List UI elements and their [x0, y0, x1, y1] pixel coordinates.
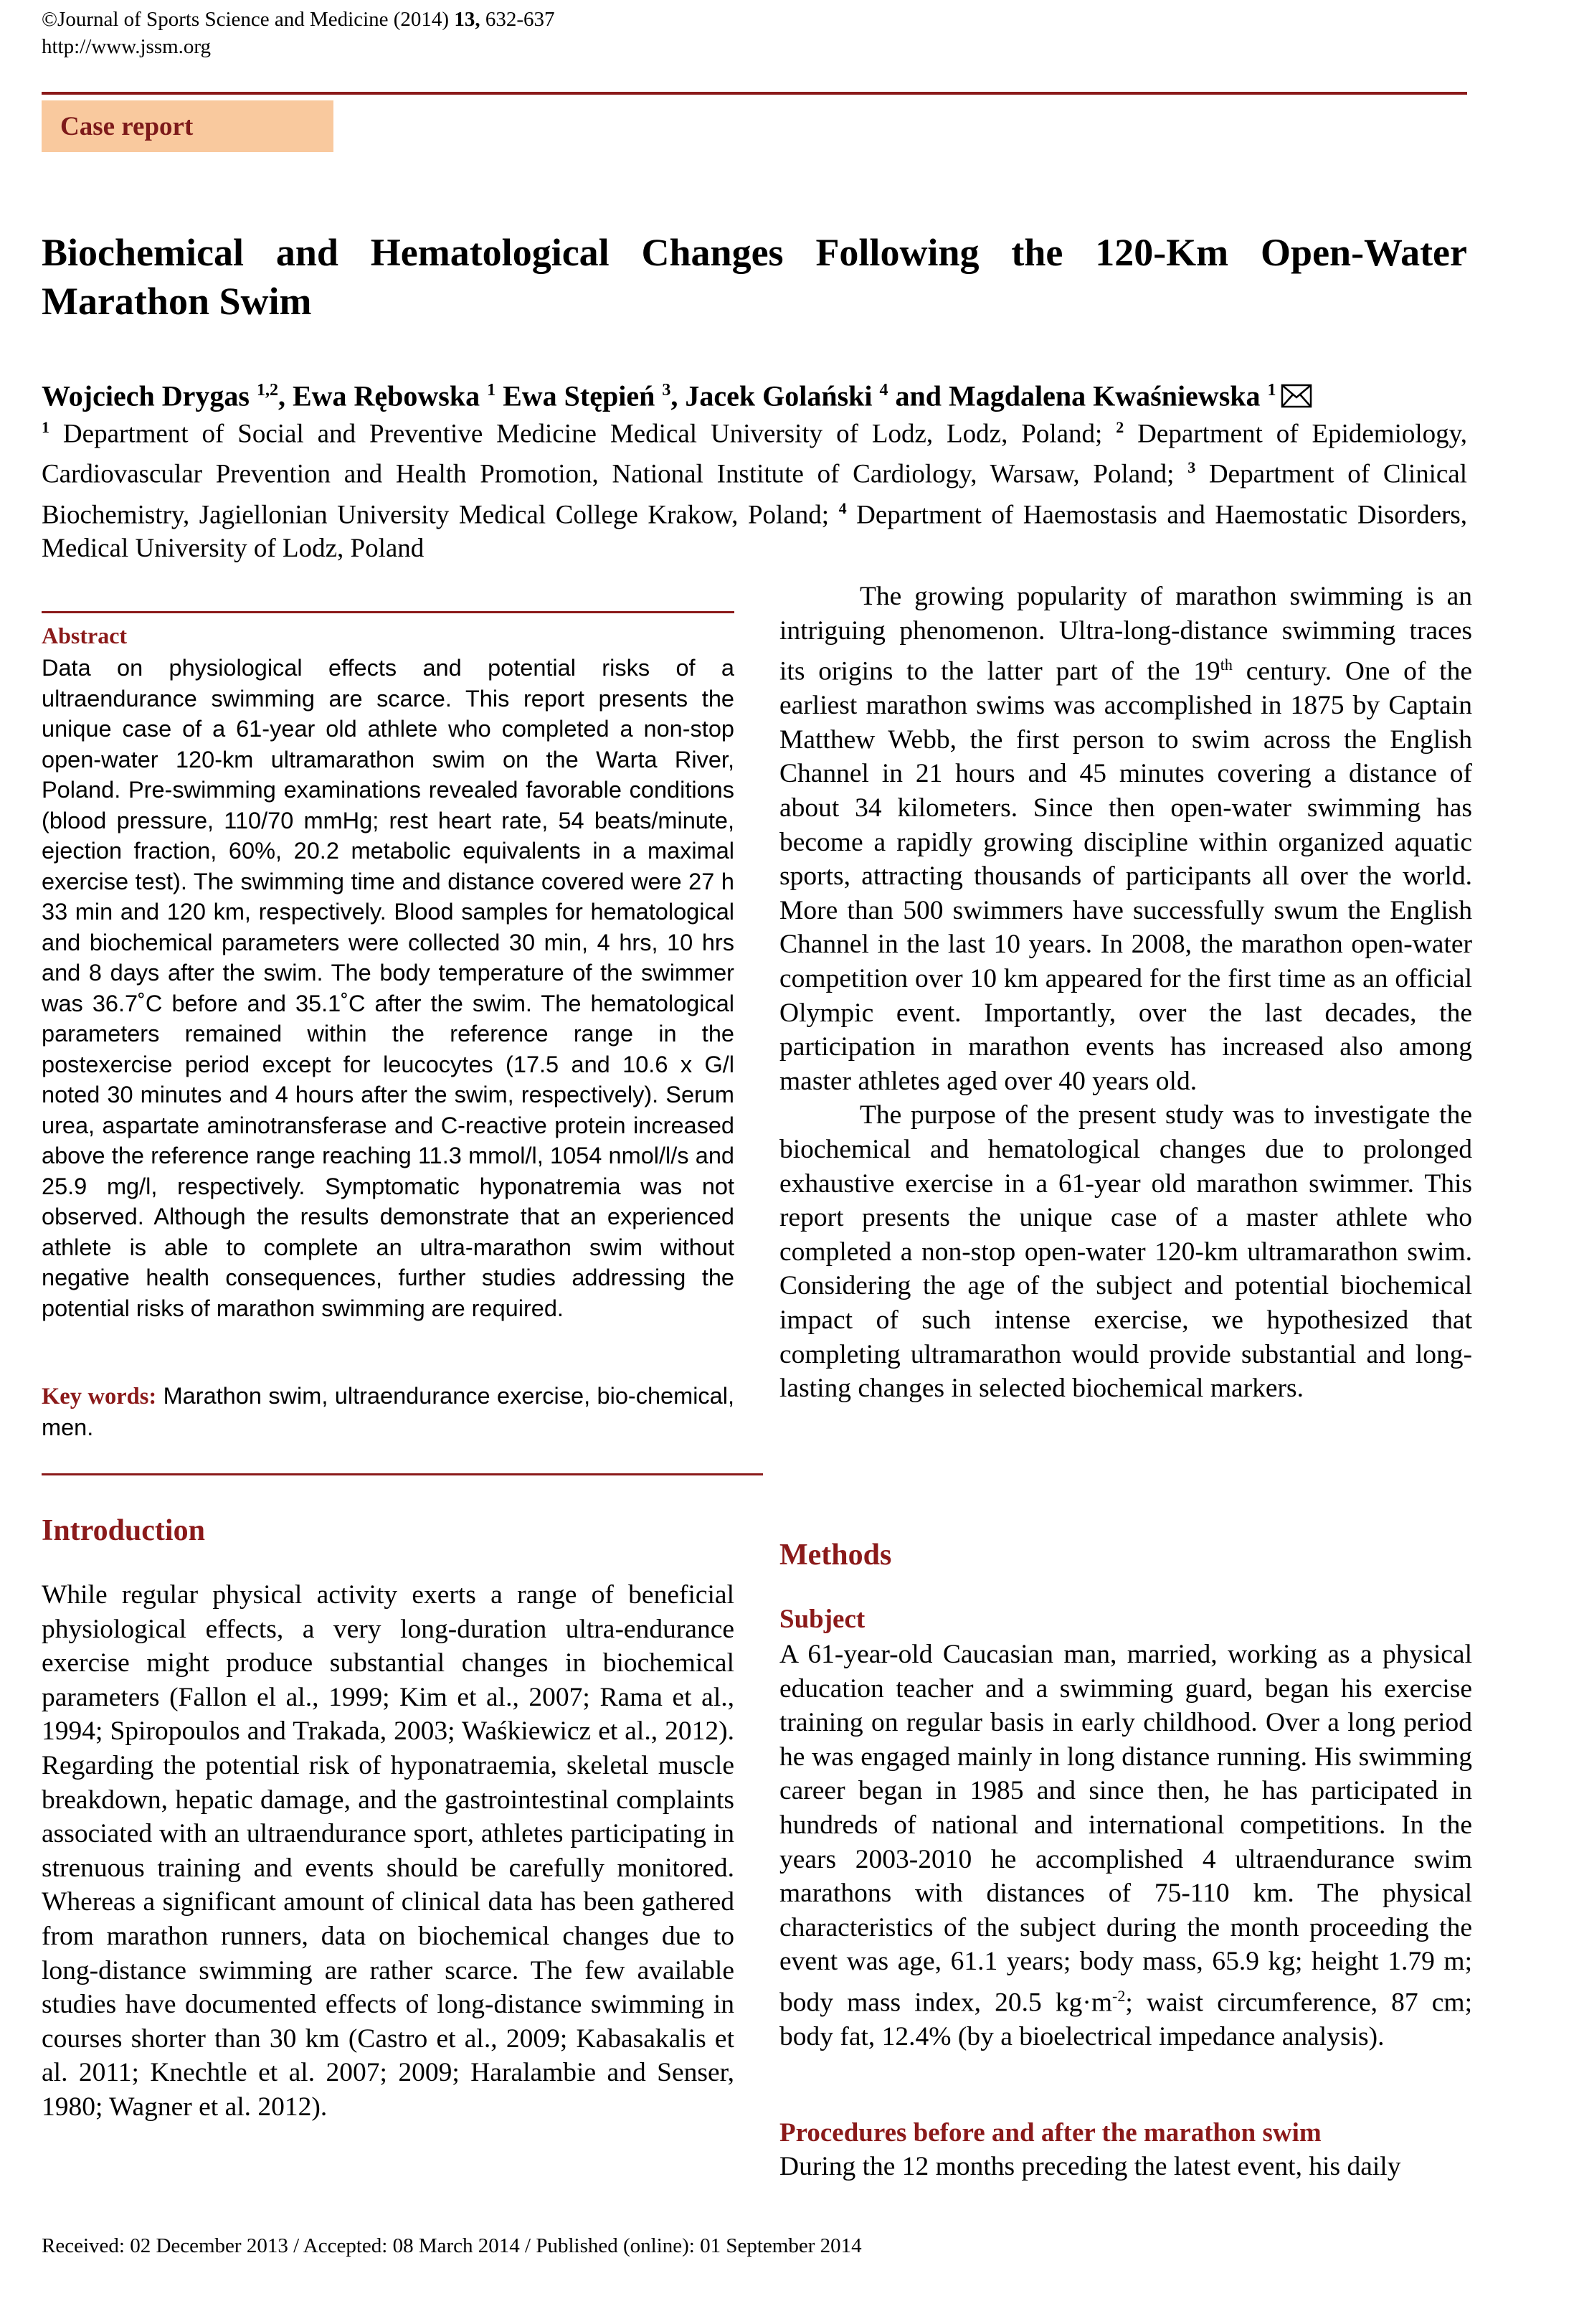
affiliation: Department of Social and Preventive Medicine Medical University of Lodz, Lodz, Poland; [49, 419, 1116, 449]
keywords-text: Marathon swim, ultraendurance exercise, bio-chemical, men. [42, 1383, 734, 1440]
abstract-heading: Abstract [42, 623, 128, 648]
paragraph [779, 580, 1472, 1098]
journal-url[interactable]: http://www.jssm.org [42, 35, 212, 58]
received-dates: Received: 02 December 2013 / Accepted: 08 March 2014 / Published (online): 01 September 2014 [42, 2234, 862, 2257]
paragraph [779, 1638, 1472, 2054]
author: Jacek Golański [685, 379, 880, 412]
introduction-paragraph: While regular physical activity exerts a range of beneficial physiological effects, a very long-duration ultra-endurance exercise might produce substantial changes in biochemical parameters (Fallon el al., 1999; Kim et al., 2007; Rama et al., 1994; Spiropoulos and Trakada, 2003; Waśkiewicz et al., 2012). Regarding the potential risk of hyponatraemia, skeletal muscle breakdown, hepatic damage, and the gastrointestinal complaints associated with an ultraendurance sport, athletes participating in strenuous training and events should be carefully monitored. Whereas a significant amount of clinical data has been gathered from marathon runners, data on biochemical changes due to long-distance swimming are rather scarce. The few available studies have documented effects of long-distance swimming in courses shorter than 30 km (Castro et al., 2009; Kabasakalis et al. 2011; Knechtle et al. 2007; 2009; Haralambie and Senser, 1980; Wagner et al. 2012). [42, 1580, 734, 2122]
affil-number: 4 [838, 499, 847, 517]
procedures-text [779, 2150, 1472, 2184]
header-rule [42, 92, 1467, 95]
author-affil-ref: 1 [487, 381, 496, 400]
author-separator: and [888, 379, 949, 412]
methods-heading: Methods [779, 1539, 892, 1572]
procedures-heading: Procedures before and after the marathon swim [779, 2118, 1322, 2148]
journal-volume: 13, [454, 8, 480, 31]
intro-continuation [779, 580, 1472, 1406]
author: Magdalena Kwaśniewska [949, 379, 1268, 412]
article-title: Biochemical and Hematological Changes Following the 120-Km Open-Water Marathon Swim [42, 231, 1467, 323]
journal-citation: ©Journal of Sports Science and Medicine (2014) [42, 8, 455, 31]
author: Ewa Rębowska [292, 379, 488, 412]
author-affil-ref: 3 [662, 381, 671, 400]
abstract-bottom-rule [42, 1473, 763, 1475]
author-affil-ref: 1,2 [256, 381, 278, 400]
journal-header [42, 6, 555, 60]
journal-pages: 632-637 [480, 8, 555, 31]
author-affil-ref: 4 [879, 381, 888, 400]
keywords [42, 1381, 734, 1442]
author-separator: , [670, 379, 686, 412]
paragraph-text: A 61-year-old Caucasian man, married, working as a physical education teacher and a swimming guard, began his exercise training on regular basis in early childhood. Over a long period he was engaged mainly in long distance running. His swimming career began in 1985 and since then, he has participated in hundreds of national and international competitions. In the years 2003-2010 he accomplished 4 ultraendurance swim marathons with distances of 75-110 km. The physical characteristics of the subject during the month proceeding the event was age, 61.1 years; body mass, 65.9 kg; height 1.79 m; body mass index, 20.5 kg·m [779, 1640, 1472, 2018]
paragraph-text: century. One of the earliest marathon swims was accomplished in 1875 by Captain Matthew Webb, the first person to swim across the English Channel in 21 hours and 45 minutes covering a distance of about 34 kilometers. Since then open-water swimming has become a rapidly growing discipline within organized aquatic sports, attracting thousands of participants all over the world. More than 500 swimmers have successfully swum the English Channel in the last 10 years. In 2008, the marathon open-water competition over 10 km appeared for the first time as an official Olympic event. Importantly, over the last decades, the participation in marathon events has increased also among master athletes aged over 40 years old. [779, 656, 1472, 1096]
paragraph-text: ; waist circumference, 87 cm; body fat, 12.4% (by a bioelectrical impedance analysis). [779, 1988, 1472, 2052]
author: Ewa Stępień [503, 379, 663, 412]
author: Wojciech Drygas [42, 379, 257, 412]
author-separator: , [278, 379, 293, 412]
article-type-label: Case report [60, 112, 194, 141]
author-separator [495, 379, 503, 412]
introduction-text [42, 1578, 734, 2125]
abstract-top-rule [42, 611, 734, 613]
paragraph: The purpose of the present study was to investigate the biochemical and hematological changes due to prolonged exhaustive exercise in a 61-year old marathon swimmer. This report presents the unique case of a master athlete who completed a non-stop open-water 120-km ultramarathon swim. Considering the age of the subject and potential biochemical impact of such intense exercise, we hypothesized that completing ultramarathon would provide substantial and long-lasting changes in selected biochemical markers. [779, 1100, 1472, 1404]
affil-number: 2 [1116, 418, 1124, 436]
affiliation: Department of Haemostasis and Haemostatic Disorders, Medical University of Lodz, Poland [42, 499, 1467, 563]
affiliations [42, 410, 1467, 565]
affiliation: Department of Clinical Biochemistry, Jagiellonian University Medical College Krakow, Poland; [42, 459, 1467, 529]
paragraph-text: The growing popularity of marathon swimming is an intriguing phenomenon. Ultra-long-distance swimming traces its origins to the latter part of the 19 [779, 582, 1472, 686]
affiliation: Department of Epidemiology, Cardiovascular Prevention and Health Promotion, National Institute of Cardiology, Warsaw, Poland; [42, 419, 1467, 489]
affil-number: 3 [1187, 458, 1196, 477]
keywords-label: Key words: [42, 1384, 157, 1409]
author-affil-ref: 1 [1267, 381, 1276, 400]
affil-number: 1 [42, 418, 49, 436]
superscript: -2 [1112, 1986, 1126, 2005]
paragraph: During the 12 months preceding the latest event, his daily [779, 2152, 1401, 2181]
subject-text [779, 1638, 1472, 2054]
superscript: th [1220, 656, 1233, 674]
introduction-heading: Introduction [42, 1514, 205, 1547]
abstract-text: Data on physiological effects and potential risks of a ultraendurance swimming are scarce. This report presents the unique case of a 61-year old athlete who completed a non-stop open-water 120-km ultramarathon swim on the Warta River, Poland. Pre-swimming examinations revealed favorable conditions (blood pressure, 110/70 mmHg; rest heart rate, 54 beats/minute, ejection fraction, 60%, 20.2 metabolic equivalents in a maximal exercise test). The swimming time and distance covered were 27 h 33 min and 120 km, respectively. Blood samples for hematological and biochemical parameters were collected 30 min, 4 hrs, 10 hrs and 8 days after the swim. The body temperature of the swimmer was 36.7˚C before and 35.1˚C after the swim. The hematological parameters remained within the reference range in the postexercise period except for leucocytes (17.5 and 10.6 x G/l noted 30 minutes and 4 hours after the swim, respectively). Serum urea, aspartate aminotransferase and C-reactive protein increased above the reference range reaching 11.3 mmol/l, 1054 nmol/l/s and 25.9 mg/l, respectively. Symptomatic hyponatremia was not observed. Although the results demonstrate that an experienced athlete is able to complete an ultra-marathon swim without negative health consequences, further studies addressing the potential risks of marathon swimming are required. [42, 655, 734, 1321]
subject-heading: Subject [779, 1605, 866, 1634]
